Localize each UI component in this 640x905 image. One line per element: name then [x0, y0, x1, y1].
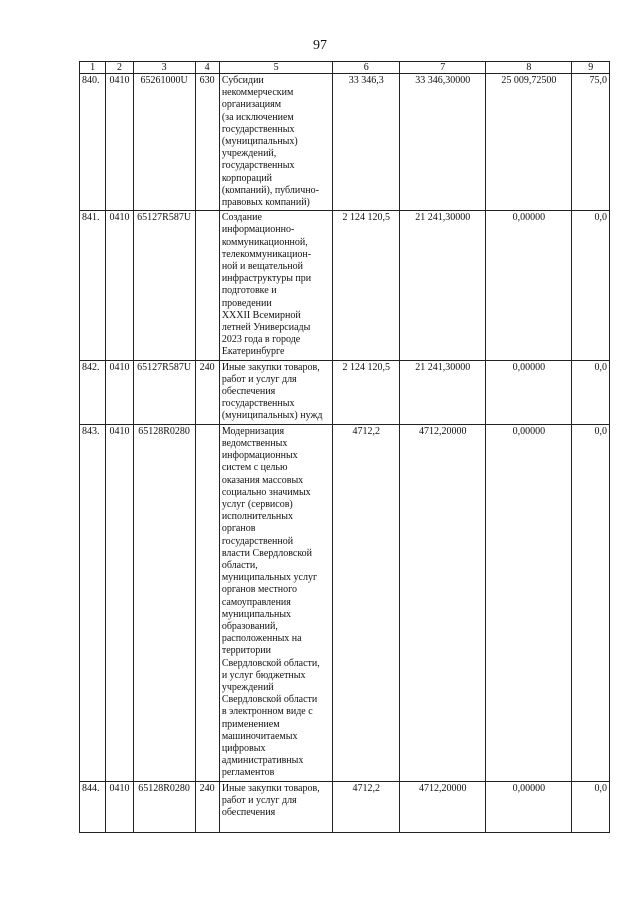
description-line: XXXII Всемирной — [221, 309, 301, 321]
row-number-cell: 843. — [80, 424, 106, 781]
expense-type-cell — [195, 424, 219, 781]
description-line: области, — [221, 559, 258, 571]
description-line: органов местного — [221, 584, 297, 596]
row-number-cell: 840. — [80, 74, 106, 211]
description-line: инфраструктуры при — [221, 273, 312, 285]
description-line: информационных — [221, 450, 298, 462]
amount-precise-cell: 4712,20000 — [400, 424, 486, 781]
description-line: учреждений — [221, 681, 274, 693]
description-cell — [219, 781, 332, 832]
description-line: применением — [221, 718, 280, 730]
description-line: самоуправления — [221, 596, 291, 608]
budget-table — [79, 61, 610, 833]
description-line: ведомственных — [221, 437, 288, 449]
column-header: 5 — [219, 62, 332, 74]
table-row — [80, 74, 610, 211]
section-code-cell: 0410 — [106, 211, 133, 360]
description-cell — [219, 424, 332, 781]
description-line: (муниципальных) — [221, 136, 298, 148]
executed-cell: 0,00000 — [486, 424, 572, 781]
description-line: подготовке и — [221, 285, 277, 297]
description-line: государственных — [221, 398, 295, 410]
table-row — [80, 211, 610, 360]
description-line: работ и услуг для — [221, 794, 297, 806]
description-line: (за исключением — [221, 111, 294, 123]
amount-cell: 2 124 120,5 — [333, 211, 400, 360]
description-line: цифровых — [221, 742, 266, 754]
description-line: муниципальных — [221, 608, 292, 620]
description-line: Создание — [221, 212, 262, 224]
target-code-cell: 65127R587U — [133, 211, 195, 360]
description-text — [222, 426, 330, 780]
amount-precise-cell: 4712,20000 — [400, 781, 486, 832]
description-line: летней Универсиады — [221, 322, 311, 334]
table-row — [80, 360, 610, 424]
description-line: Субсидии — [221, 75, 264, 86]
description-line: социально значимых — [221, 486, 311, 498]
amount-precise-cell: 21 241,30000 — [400, 360, 486, 424]
percent-cell: 75,0 — [572, 74, 610, 211]
description-line: Екатеринбурге — [221, 346, 285, 358]
description-line: в электронном виде с — [221, 706, 313, 718]
description-line: государственных — [221, 123, 295, 135]
percent-cell: 0,0 — [572, 781, 610, 832]
amount-cell: 4712,2 — [333, 781, 400, 832]
description-line: корпораций — [221, 172, 273, 184]
expense-type-cell: 240 — [195, 360, 219, 424]
description-line: муниципальных услуг — [221, 572, 318, 584]
amount-cell: 4712,2 — [333, 424, 400, 781]
column-header: 3 — [133, 62, 195, 74]
description-line: регламентов — [221, 767, 275, 779]
row-number-cell: 841. — [80, 211, 106, 360]
target-code-cell: 65127R587U — [133, 360, 195, 424]
description-line: Свердловской области, — [221, 657, 320, 669]
percent-cell: 0,0 — [572, 211, 610, 360]
amount-cell: 2 124 120,5 — [333, 360, 400, 424]
column-header: 6 — [333, 62, 400, 74]
description-line: телекоммуникацион- — [221, 248, 312, 260]
executed-cell: 0,00000 — [486, 211, 572, 360]
table-row — [80, 424, 610, 781]
description-line: власти Свердловской — [221, 547, 313, 559]
column-header: 2 — [106, 62, 133, 74]
row-number-cell: 844. — [80, 781, 106, 832]
description-line: территории — [221, 645, 271, 657]
description-line: некоммерческим — [221, 87, 294, 99]
description-line: Модернизация — [221, 425, 285, 437]
description-line: организациям — [221, 99, 282, 111]
description-line: и услуг бюджетных — [221, 669, 306, 681]
description-text — [222, 783, 330, 831]
header-row — [80, 62, 610, 74]
target-code-cell: 65128R0280 — [133, 781, 195, 832]
table-row — [80, 781, 610, 832]
executed-cell: 0,00000 — [486, 781, 572, 832]
description-line: ной и вещательной — [221, 261, 303, 273]
percent-cell: 0,0 — [572, 424, 610, 781]
description-line: коммуникационной, — [221, 236, 308, 248]
description-line: систем с целью — [221, 462, 288, 474]
description-line: работ и услуг для — [221, 373, 297, 385]
column-header: 4 — [195, 62, 219, 74]
column-header: 7 — [400, 62, 486, 74]
description-cell — [219, 360, 332, 424]
description-text — [222, 212, 330, 358]
description-line: оказания массовых — [221, 474, 304, 486]
section-code-cell: 0410 — [106, 781, 133, 832]
description-line: административных — [221, 755, 304, 767]
description-cell — [219, 211, 332, 360]
description-line: учреждений, — [221, 148, 277, 160]
amount-precise-cell: 33 346,30000 — [400, 74, 486, 211]
column-header: 9 — [572, 62, 610, 74]
column-header: 1 — [80, 62, 106, 74]
description-line: обеспечения — [221, 806, 276, 818]
description-line: 2023 года в городе — [221, 334, 301, 346]
description-line: Иные закупки товаров, — [221, 782, 320, 794]
column-header: 8 — [486, 62, 572, 74]
section-code-cell: 0410 — [106, 74, 133, 211]
description-line: государственных — [221, 160, 295, 172]
description-line: проведении — [221, 297, 272, 309]
description-line: (компаний), публично- — [221, 184, 319, 196]
section-code-cell: 0410 — [106, 360, 133, 424]
target-code-cell: 65128R0280 — [133, 424, 195, 781]
expense-type-cell: 240 — [195, 781, 219, 832]
target-code-cell: 65261000U — [133, 74, 195, 211]
executed-cell: 0,00000 — [486, 360, 572, 424]
percent-cell: 0,0 — [572, 360, 610, 424]
row-number-cell: 842. — [80, 360, 106, 424]
description-line: Свердловской области — [221, 694, 318, 706]
description-line: информационно- — [221, 224, 295, 236]
amount-precise-cell: 21 241,30000 — [400, 211, 486, 360]
description-line: правовых компаний) — [221, 197, 310, 209]
description-cell — [219, 74, 332, 211]
amount-cell: 33 346,3 — [333, 74, 400, 211]
description-line: Иные закупки товаров, — [221, 361, 320, 373]
section-code-cell: 0410 — [106, 424, 133, 781]
description-line: расположенных на — [221, 633, 302, 645]
expense-type-cell — [195, 211, 219, 360]
description-text — [222, 75, 330, 209]
description-line: органов — [221, 523, 256, 535]
description-line: государственной — [221, 535, 294, 547]
executed-cell: 25 009,72500 — [486, 74, 572, 211]
description-line: исполнительных — [221, 511, 293, 523]
description-line: услуг (сервисов) — [221, 498, 293, 510]
description-line: обеспечения — [221, 386, 276, 398]
description-line: (муниципальных) нужд — [221, 410, 323, 422]
description-line: образований, — [221, 620, 278, 632]
expense-type-cell: 630 — [195, 74, 219, 211]
description-line: машиночитаемых — [221, 730, 298, 742]
page-number: 97 — [313, 38, 327, 53]
description-text — [222, 362, 330, 423]
